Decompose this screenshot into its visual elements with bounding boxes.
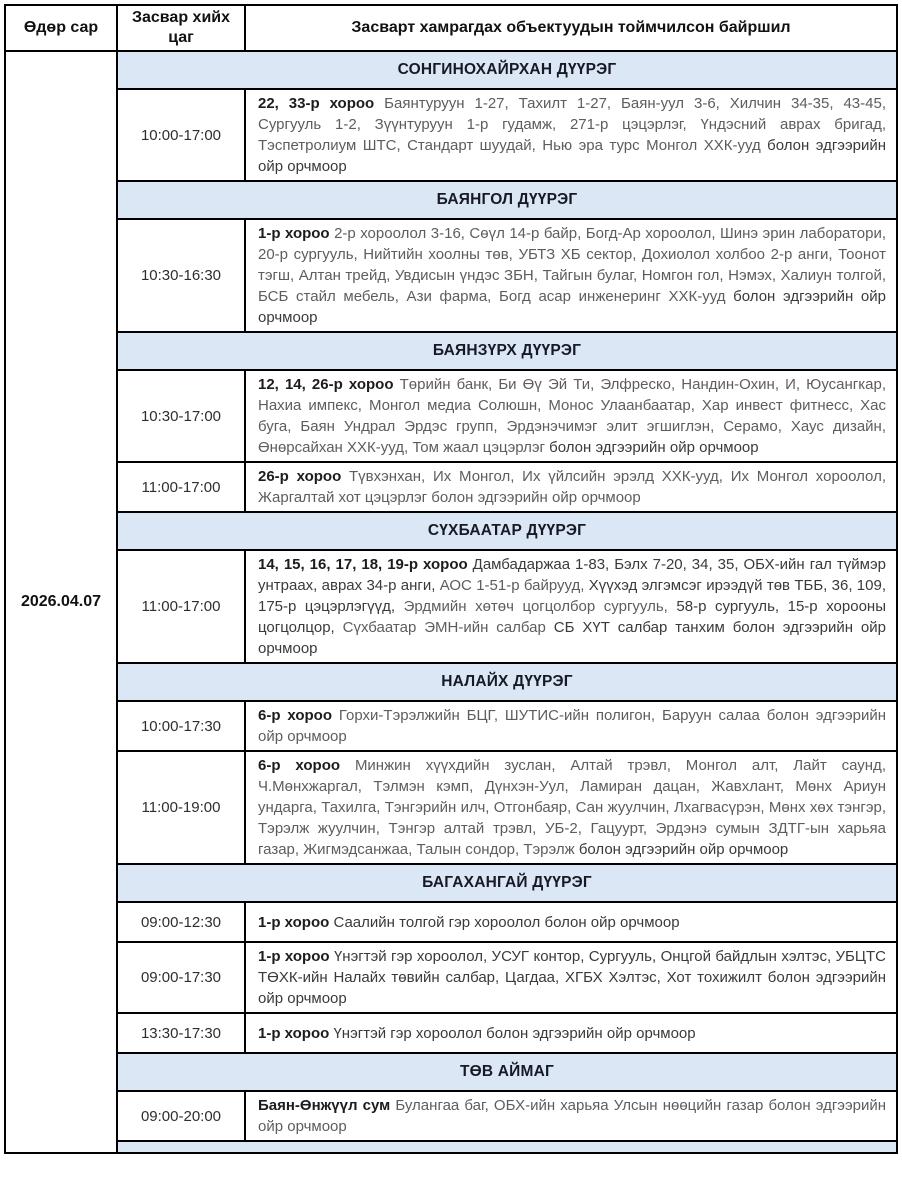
time-cell: 11:00-19:00: [117, 751, 245, 864]
location-text-segment: 12, 14, 26-р хороо: [258, 376, 400, 393]
location-cell: [245, 902, 897, 942]
time-cell: 10:00-17:30: [117, 701, 245, 751]
section-title-5: НАЛАЙХ ДҮҮРЭГ: [117, 663, 897, 701]
schedule-row: [5, 370, 897, 462]
location-text-segment: Төрийн банк, Би Өү Эй Ти, Элфреско, Нандин-Охин, И, Юусангкар, Нахиа импекс, Монгол медиа Солюшн, Монос Улаанбаатар, Хар инвест фитнесс, Хас буга, Баян Ундрал Эрдэс групп, Эрдэнэчимэг элит эгшиглэн, Серамо, Хаус дизайн, Өнөрсайхан ХХК-ууд, Том жаал цэцэрлэг: [258, 376, 887, 456]
location-cell: [245, 942, 897, 1013]
location-cell: [245, 1091, 897, 1141]
location-text-segment: Сүхбаатар ЭМН-ийн салбар: [342, 619, 554, 636]
schedule-row: [5, 219, 897, 332]
section-header-row: [5, 512, 897, 550]
section-title-6: БАГАХАНГАЙ ДҮҮРЭГ: [117, 864, 897, 902]
section-title-7: ТӨВ АЙМАГ: [117, 1053, 897, 1091]
location-text-segment: 6-р хороо: [258, 707, 339, 724]
section-title-3: БАЯНЗҮРХ ДҮҮРЭГ: [117, 332, 897, 370]
location-cell: [245, 550, 897, 663]
header-time-column: Засвар хийх цаг: [117, 5, 245, 51]
location-text-segment: Горхи-Тэрэлжийн БЦГ, ШУТИС-ийн полигон, Баруун салаа болон эдгээрийн ойр орчмоор: [258, 707, 886, 745]
location-cell: [245, 370, 897, 462]
schedule-body: [5, 51, 897, 1153]
time-cell: 11:00-17:00: [117, 550, 245, 663]
header-date-column: Өдөр сар: [5, 5, 117, 51]
location-cell: [245, 751, 897, 864]
time-cell: 09:00-17:30: [117, 942, 245, 1013]
location-text-segment: АОС 1-51-р байрууд,: [439, 577, 589, 594]
location-text-segment: 26-р хороо: [258, 468, 350, 485]
schedule-row: [5, 89, 897, 181]
location-text-segment: болон эдгээрийн ойр орчмоор: [549, 439, 759, 456]
section-header-row: [5, 332, 897, 370]
location-text-segment: болон эдгээрийн ойр орчмоор: [578, 841, 789, 858]
section-header-row: [5, 51, 897, 89]
location-text-segment: 1-р хороо: [258, 913, 334, 931]
section-title-2: БАЯНГОЛ ДҮҮРЭГ: [117, 181, 897, 219]
location-text-segment: 1-р хороо: [258, 948, 334, 965]
location-cell: [245, 219, 897, 332]
section-title-4: СҮХБААТАР ДҮҮРЭГ: [117, 512, 897, 550]
location-text-segment: болон эдгээрийн ойр орчмоор: [258, 137, 886, 175]
location-text-segment: 1-р хороо: [258, 1024, 334, 1042]
location-text-segment: 58-р сургууль, 15-р хорооны цогцолцор,: [258, 598, 886, 636]
schedule-row: [5, 1091, 897, 1141]
table-header: [5, 5, 897, 51]
location-text-segment: Саалийн толгой гэр хороолол болон ойр орчмоор: [333, 913, 680, 931]
date-cell: 2026.04.07: [5, 51, 117, 1153]
location-text-segment: Хүүхэд элгэмсэг ирээдүй төв ТББ, 36, 109, 175-р цэцэрлэгүүд,: [258, 577, 886, 615]
time-cell: 10:30-16:30: [117, 219, 245, 332]
location-text-segment: 1-р хороо: [258, 225, 335, 242]
schedule-row: [5, 902, 897, 942]
location-text-segment: Булангаа баг, ОБХ-ийн харьяа Улсын нөөцийн газар болон эдгээрийн ойр орчмоор: [258, 1097, 886, 1135]
section-header-row: [5, 864, 897, 902]
schedule-row: [5, 550, 897, 663]
schedule-row: [5, 462, 897, 512]
location-text-segment: Минжин хүүхдийн зуслан, Алтай трэвл, Монгол алт, Лайт саунд, Ч.Мөнхжаргал, Тэлмэн кэмп, Дүнхэн-Уул, Ламиран дацан, Жавхлант, Мөнх Ариун ундарга, Тахилга, Тэнгэрийн илч, Отгонбаяр, Сан жуулчин, Лхагвасүрэн, Мөнх хөх тэнгэр, Тэрэлж жуулчин, Тэнгэр алтай трэвл, УБ-2, Гацуурт, Эрдэнэ сумын ЗДТГ-ын харьяа газар, Жигмэдсанжаа, Талын сондор, Тэрэлж: [258, 757, 886, 858]
partial-section-header-row: [5, 1141, 897, 1153]
location-text-segment: СБ ХҮТ салбар танхим болон эдгээрийн ойр орчмоор: [258, 619, 886, 657]
location-text-segment: Эрдмийн хөтөч цогцолбор сургууль,: [403, 598, 677, 615]
schedule-row: [5, 942, 897, 1013]
time-cell: 09:00-20:00: [117, 1091, 245, 1141]
partial-section-cell: [117, 1141, 897, 1153]
header-location-column: Засварт хамрагдах объектуудын тоймчилсон байршил: [245, 5, 897, 51]
time-cell: 11:00-17:00: [117, 462, 245, 512]
location-text-segment: Үнэгтэй гэр хороолол болон эдгээрийн ойр орчмоор: [333, 1024, 696, 1042]
location-cell: [245, 462, 897, 512]
location-cell: [245, 701, 897, 751]
outage-schedule-table: [4, 4, 898, 1154]
section-header-row: [5, 1053, 897, 1091]
location-cell: [245, 1013, 897, 1053]
section-title-1: СОНГИНОХАЙРХАН ДҮҮРЭГ: [117, 51, 897, 89]
location-text-segment: 6-р хороо: [258, 757, 355, 774]
section-header-row: [5, 181, 897, 219]
section-header-row: [5, 663, 897, 701]
location-text-segment: болон эдгээрийн ойр орчмоор: [258, 288, 886, 326]
location-cell: [245, 89, 897, 181]
header-row: [5, 5, 897, 51]
time-cell: 09:00-12:30: [117, 902, 245, 942]
location-text-segment: 14, 15, 16, 17, 18, 19-р хороо: [258, 556, 473, 573]
location-text-segment: Үнэгтэй гэр хороолол, УСУГ контор, Сургууль, Онцгой байдлын хэлтэс, УБЦТС ТӨХК-ийн Налайх төвийн салбар, Цагдаа, ХГБХ Хэлтэс, Хот тохижилт болон эдгээрийн ойр орчмоор: [258, 948, 886, 1007]
schedule-row: [5, 701, 897, 751]
time-cell: 13:30-17:30: [117, 1013, 245, 1053]
location-text-segment: Түвхэнхан, Их Монгол, Их үйлсийн эрэлд ХХК-ууд, Их Монгол хороолол, Жаргалтай хот цэцэрлэг болон эдгээрийн ойр орчмоор: [258, 468, 886, 506]
location-text-segment: Баян-Өнжүүл сум: [258, 1097, 396, 1114]
location-text-segment: Баянтуруун 1-27, Тахилт 1-27, Баян-уул 3-6, Хилчин 34-35, 43-45, Сургууль 1-2, Зүүнтуруун 1-р гудамж, 271-р цэцэрлэг, Үндэсний аврах бригад, Тэспетролиум ШТС, Стандарт шуудай, Нью эра турс Монгол ХХК-ууд: [258, 95, 886, 154]
time-cell: 10:30-17:00: [117, 370, 245, 462]
time-cell: 10:00-17:00: [117, 89, 245, 181]
schedule-row: [5, 751, 897, 864]
location-text-segment: 2-р хороолол 3-16, Сөүл 14-р байр, Богд-Ар хороолол, Шинэ эрин лаборатори, 20-р сургууль, Нийтийн хоолны төв, УБТЗ ХБ сектор, Дохиолол холбоо 2-р анги, Тоонот тэгш, Алтан трейд, Увдисын үндэс ЗБН, Тайгын булаг, Номгон гол, Нэмэх, Халиун толгой, БСБ стайл мебель, Ази фарма, Богд асар инженеринг ХХК-ууд: [258, 225, 886, 305]
location-text-segment: Дамбадаржаа 1-83, Бэлх 7-20, 34, 35, ОБХ-ийн гал түймэр унтраах, аврах 34-р анги,: [258, 556, 886, 594]
location-text-segment: 22, 33-р хороо: [258, 95, 385, 112]
schedule-row: [5, 1013, 897, 1053]
